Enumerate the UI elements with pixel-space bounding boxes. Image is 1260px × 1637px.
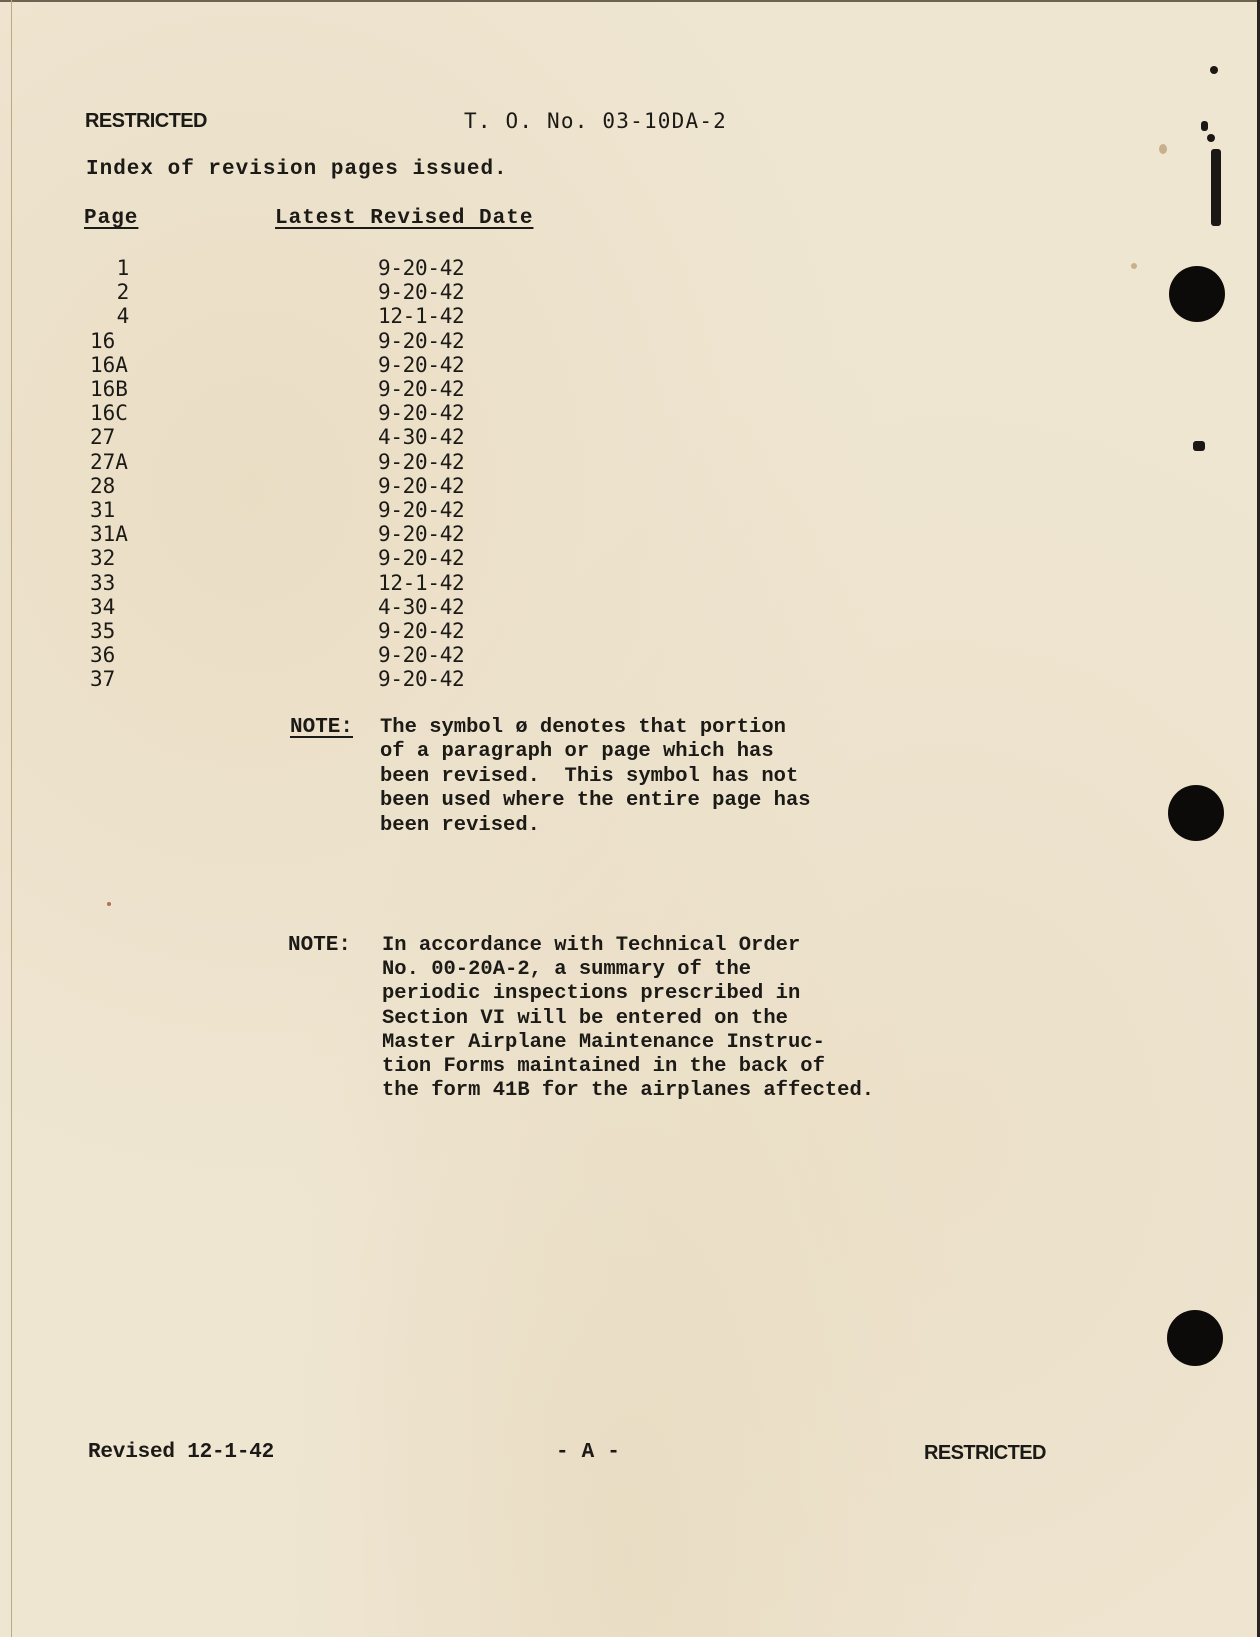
binder-hole-icon <box>1168 785 1224 841</box>
page-number: 33 <box>90 570 116 595</box>
table-row <box>78 329 518 353</box>
table-row <box>78 401 518 425</box>
page-number: 32 <box>90 546 116 571</box>
table-row <box>78 546 518 570</box>
footer-classification: RESTRICTED <box>924 1442 1046 1464</box>
paper-left-edge <box>11 0 12 1637</box>
note-line: the form 41B for the airplanes affected. <box>382 1079 875 1103</box>
revised-date: 9-20-42 <box>378 473 465 498</box>
page-number: 35 <box>90 619 116 643</box>
note-line: No. 00-20A-2, a summary of the <box>382 958 752 982</box>
table-row <box>78 643 518 667</box>
revised-date: 9-20-42 <box>378 256 465 280</box>
table-row <box>78 498 518 522</box>
index-title: Index of revision pages issued. <box>86 158 508 181</box>
page-number: 37 <box>90 667 116 692</box>
note-line: Section VI will be entered on the <box>382 1006 788 1030</box>
revised-date: 9-20-42 <box>378 352 465 377</box>
page-number: 16B <box>90 377 128 401</box>
revised-date: 9-20-42 <box>378 522 465 547</box>
page-number: 1 <box>116 256 130 280</box>
column-header-latest-revised-date: Latest Revised Date <box>275 207 534 230</box>
ink-mark-icon <box>1210 66 1218 74</box>
table-row <box>78 353 518 377</box>
table-row <box>78 571 518 595</box>
revised-date: 4-30-42 <box>378 594 465 619</box>
document-number: T. O. No. 03-10DA-2 <box>464 109 728 133</box>
table-row <box>78 304 518 328</box>
footer-page-label: - A - <box>556 1441 621 1464</box>
revision-table <box>78 256 518 696</box>
note-line: been used where the entire page has <box>380 789 811 813</box>
ink-mark-icon <box>1201 121 1208 131</box>
page-number: 27A <box>90 449 128 474</box>
stain-icon <box>1131 263 1137 269</box>
ink-mark-icon <box>1211 149 1221 226</box>
page-number: 16 <box>90 328 116 353</box>
note-line: been revised. This symbol has not <box>380 764 799 788</box>
page-number: 4 <box>116 304 130 329</box>
table-row <box>78 474 518 498</box>
table-row <box>78 280 518 304</box>
revised-date: 9-20-42 <box>378 498 465 522</box>
table-row <box>78 595 518 619</box>
table-row <box>78 450 518 474</box>
ink-mark-icon <box>1207 134 1215 142</box>
table-row <box>78 522 518 546</box>
revised-date: 12-1-42 <box>378 304 465 329</box>
page-number: 2 <box>116 280 130 305</box>
ink-mark-icon <box>1193 441 1205 451</box>
revised-date: 4-30-42 <box>378 425 465 450</box>
page-number: 34 <box>90 594 116 619</box>
stain-icon <box>1159 144 1167 154</box>
revised-date: 9-20-42 <box>378 280 465 305</box>
page-number: 31 <box>90 498 116 522</box>
note-line: been revised. <box>380 813 540 837</box>
binder-hole-icon <box>1169 266 1225 322</box>
page-number: 16C <box>90 401 128 426</box>
table-row <box>78 425 518 449</box>
note-label: NOTE: <box>290 716 354 739</box>
revised-date: 9-20-42 <box>378 401 465 426</box>
binder-hole-icon <box>1167 1310 1223 1366</box>
revised-date: 9-20-42 <box>378 667 465 692</box>
page-number: 28 <box>90 473 116 498</box>
note-line: In accordance with Technical Order <box>382 934 801 957</box>
column-header-page: Page <box>84 207 139 230</box>
stain-icon <box>107 902 111 906</box>
note-line: tion Forms maintained in the back of <box>382 1055 825 1078</box>
revised-date: 9-20-42 <box>378 328 465 353</box>
paper-top-edge <box>0 0 1260 2</box>
revised-date: 9-20-42 <box>378 377 465 401</box>
page-number: 36 <box>90 643 116 668</box>
revised-date: 12-1-42 <box>378 570 465 595</box>
page-number: 31A <box>90 522 128 547</box>
note-line: The symbol ø denotes that portion <box>380 716 786 739</box>
table-row <box>78 377 518 401</box>
header-classification: RESTRICTED <box>85 110 207 132</box>
page-number: 16A <box>90 352 128 377</box>
revised-date: 9-20-42 <box>378 619 465 643</box>
table-row <box>78 619 518 643</box>
note-line: of a paragraph or page which has <box>380 740 774 764</box>
note-line: periodic inspections prescribed in <box>382 982 801 1006</box>
revised-date: 9-20-42 <box>378 643 465 668</box>
revised-date: 9-20-42 <box>378 546 465 571</box>
page-number: 27 <box>90 425 116 450</box>
note-line: Master Airplane Maintenance Instruc- <box>382 1030 825 1054</box>
footer-revised-date: Revised 12-1-42 <box>88 1441 275 1464</box>
revised-date: 9-20-42 <box>378 449 465 474</box>
table-row <box>78 667 518 691</box>
table-row <box>78 256 518 280</box>
note-label: NOTE: <box>288 934 352 957</box>
